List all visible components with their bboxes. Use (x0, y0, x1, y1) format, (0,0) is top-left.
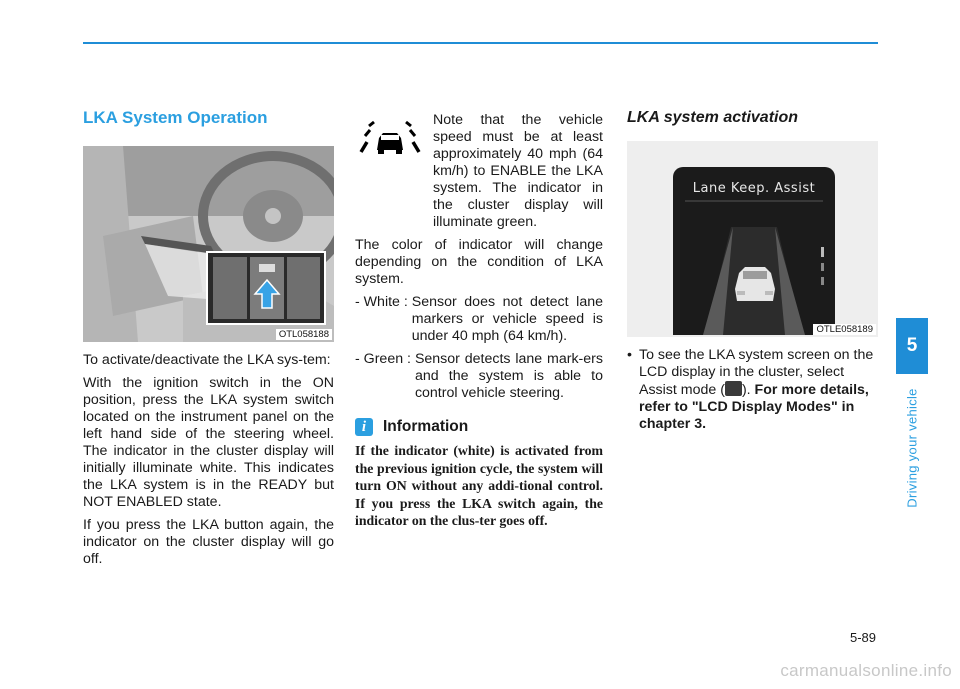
color-change-text: The color of indicator will change depending on the condition of LKA system. (355, 237, 603, 287)
figure-code: OTL058188 (276, 329, 332, 340)
paragraph-1: To activate/deactivate the LKA sys-tem: (83, 352, 331, 369)
info-icon: i (355, 418, 373, 436)
dashboard-illustration (83, 146, 334, 342)
list-item (627, 347, 878, 433)
watermark: carmanualsonline.info (780, 661, 952, 680)
state-text: Sensor does not detect lane markers or vehicle speed is under 40 mph (64 km/h). (411, 294, 603, 344)
chapter-label: Driving your vehicle (904, 388, 920, 508)
assist-mode-icon (725, 381, 742, 396)
bullet-reference: For more details, refer to "LCD Display Modes" in chapter 3. (639, 382, 869, 433)
top-rule (83, 42, 878, 44)
lcd-display-figure (627, 141, 878, 337)
lka-indicator-icon (355, 112, 425, 166)
left-column (83, 108, 334, 574)
right-column (627, 108, 878, 433)
bullet-mid: ). (741, 382, 755, 399)
state-text: Sensor detects lane mark-ers and the system is able to control vehicle steering. (414, 351, 603, 401)
figure-code: OTLE058189 (813, 324, 876, 335)
information-header (355, 418, 603, 436)
list-item (355, 294, 603, 345)
lcd-title: Lane Keep. Assist (692, 181, 816, 197)
state-label: - White : (355, 294, 412, 310)
lcd-screen (673, 167, 835, 335)
information-body: If the indicator (white) is activated from the previous ignition cycle, the system will turn ON without any addi-tional control. If you press the LKA switch again, the indicator on the clus-ter goes off. (355, 443, 603, 528)
list-item (355, 351, 603, 402)
note-text: Note that the vehicle speed must be at least approximately 40 mph (64 km/h) to ENABLE the LKA system. The indicator in the cluster display will illuminate green. (433, 112, 603, 230)
lane-view-illustration (673, 167, 835, 335)
paragraph-3: If you press the LKA button again, the indicator on the cluster display will go off. (83, 517, 334, 568)
state-label: - Green : (355, 351, 415, 367)
lka-switch-photo (83, 146, 334, 342)
section-title: LKA System Operation (83, 108, 268, 127)
page-number: 5-89 (849, 630, 876, 645)
bullet-text (639, 347, 878, 433)
indicator-state-list (355, 294, 603, 402)
information-title: Information (383, 418, 469, 435)
chapter-number-tab: 5 (896, 318, 928, 374)
bullet-pre: To see the LKA system screen on the LCD display in the cluster, select Assist mode ( (639, 347, 874, 399)
bullet-dot: • (627, 347, 632, 364)
activation-title: LKA system activation (627, 109, 799, 126)
paragraph-2: With the ignition switch in the ON position, press the LKA system switch located on the instrument panel on the left hand side of the steering wheel. The indicator in the cluster display will initially illuminate white. This indicates the LKA system is in the READY but NOT ENABLED state. (83, 375, 334, 511)
middle-column (355, 112, 603, 530)
